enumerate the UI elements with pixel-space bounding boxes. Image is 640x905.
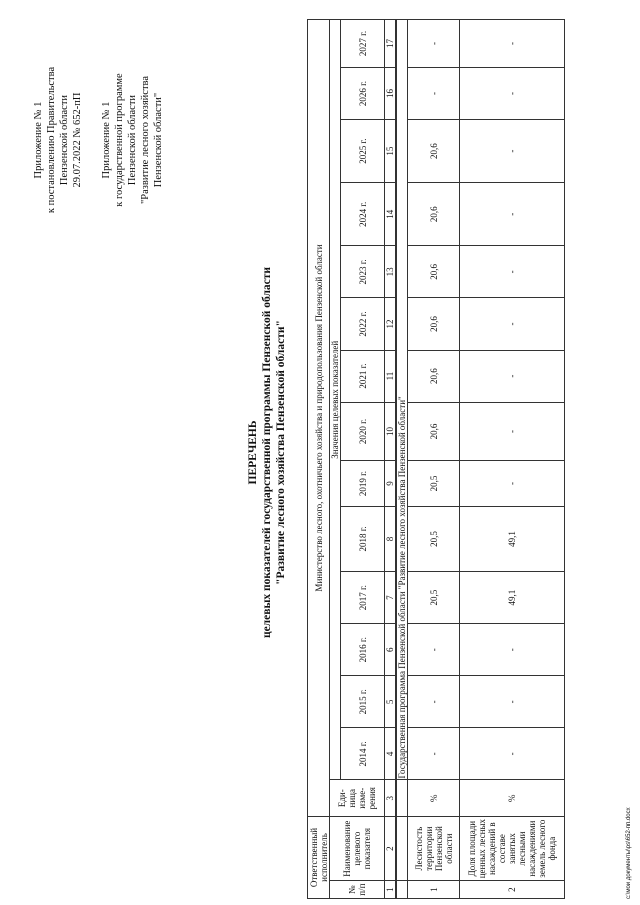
appendix-line: 29.07.2022 № 652-пП: [72, 92, 83, 188]
value-cell: 49,1: [460, 572, 565, 624]
program-title: Государственная программа Пензенской области "Развитие лесного хозяйства Пензенской области": [396, 20, 408, 780]
value-cell: -: [460, 246, 565, 298]
indicator-name: Лесистость территории Пензенской области: [408, 817, 460, 881]
column-number: 5: [385, 676, 397, 728]
year-header: 2024 г.: [341, 183, 385, 246]
column-number: 14: [385, 183, 397, 246]
year-header: 2022 г.: [341, 298, 385, 350]
appendix-line: Пензенской области: [127, 94, 138, 186]
appendix-line: Пензенской области": [153, 92, 164, 188]
value-cell: 20,6: [408, 350, 460, 402]
value-cell: -: [460, 676, 565, 728]
year-header: 2023 г.: [341, 246, 385, 298]
column-number: 17: [385, 20, 397, 68]
value-cell: -: [408, 728, 460, 780]
col-unit-header: Еди- ница изме- рения: [330, 780, 385, 817]
value-cell: -: [460, 402, 565, 461]
year-header: 2025 г.: [341, 120, 385, 183]
indicator-unit: %: [408, 780, 460, 817]
value-cell: -: [460, 20, 565, 68]
column-number: 1: [385, 881, 397, 899]
year-header: 2014 г.: [341, 728, 385, 780]
column-number: 13: [385, 246, 397, 298]
responsible-row: [308, 20, 330, 899]
values-header: Значения целевых показателей: [330, 20, 341, 780]
column-number: 4: [385, 728, 397, 780]
table-row: [408, 20, 460, 899]
value-cell: 20,6: [408, 246, 460, 298]
title-line: целевых показателей государственной программы Пензенской области: [261, 266, 273, 639]
value-cell: -: [460, 120, 565, 183]
column-number: 3: [385, 780, 397, 817]
appendix-line: Приложение № 1: [33, 101, 44, 179]
value-cell: 20,6: [408, 183, 460, 246]
value-cell: 20,6: [408, 298, 460, 350]
column-number: 7: [385, 572, 397, 624]
column-number: 8: [385, 506, 397, 571]
year-header: 2020 г.: [341, 402, 385, 461]
value-cell: -: [460, 728, 565, 780]
indicator-name: Доля площади ценных лесных насаждений в составе занятых лесными насаждениями земель лесного фонда: [460, 817, 565, 881]
column-number: 12: [385, 298, 397, 350]
value-cell: -: [460, 350, 565, 402]
value-cell: -: [460, 67, 565, 119]
program-row-blank: [396, 780, 408, 817]
column-number: 6: [385, 624, 397, 676]
value-cell: 20,6: [408, 120, 460, 183]
value-cell: 20,5: [408, 461, 460, 506]
column-number: 9: [385, 461, 397, 506]
responsible-label: Ответственный исполнитель: [308, 817, 330, 899]
file-path-footer: c:\мои документы\ps\652-пп.docx: [626, 807, 632, 899]
row-number: 2: [460, 881, 565, 899]
year-header: 2016 г.: [341, 624, 385, 676]
value-cell: -: [460, 624, 565, 676]
appendix-line: к государственной программе: [114, 73, 125, 207]
value-cell: 20,5: [408, 506, 460, 571]
value-cell: -: [460, 298, 565, 350]
column-numbers-row: [385, 20, 397, 899]
appendix-header-decree: [32, 15, 84, 265]
col-name-header: Наименование целевого показателя: [330, 817, 385, 881]
header-row: [330, 20, 341, 899]
years-row: [341, 20, 385, 899]
column-number: 11: [385, 350, 397, 402]
indicator-unit: %: [460, 780, 565, 817]
title-line: "Развитие лесного хозяйства Пензенской области": [275, 320, 287, 585]
appendix-line: "Развитие лесного хозяйства: [140, 75, 151, 205]
appendix-line: Приложение № 1: [101, 101, 112, 179]
year-header: 2027 г.: [341, 20, 385, 68]
appendix-line: к постановлению Правительства: [46, 66, 57, 214]
program-row: [396, 20, 408, 899]
row-number: 1: [408, 881, 460, 899]
year-header: 2015 г.: [341, 676, 385, 728]
responsible-value: Министерство лесного, охотничьего хозяйства и природопользования Пензенской области: [308, 20, 330, 817]
value-cell: 49,1: [460, 506, 565, 571]
value-cell: 20,6: [408, 402, 460, 461]
column-number: 16: [385, 67, 397, 119]
value-cell: -: [408, 624, 460, 676]
value-cell: -: [460, 461, 565, 506]
value-cell: -: [408, 20, 460, 68]
year-header: 2018 г.: [341, 506, 385, 571]
value-cell: -: [408, 67, 460, 119]
value-cell: -: [408, 676, 460, 728]
year-header: 2017 г.: [341, 572, 385, 624]
table-row: [460, 20, 565, 899]
appendix-header-program: [100, 15, 165, 265]
program-row-blank: [396, 881, 408, 899]
program-row-blank: [396, 817, 408, 881]
title-line: ПЕРЕЧЕНЬ: [247, 420, 259, 485]
year-header: 2021 г.: [341, 350, 385, 402]
col-num-header: № п/п: [330, 881, 385, 899]
value-cell: -: [460, 183, 565, 246]
indicators-table: [307, 19, 565, 899]
column-number: 15: [385, 120, 397, 183]
appendix-line: Пензенской области: [59, 94, 70, 186]
year-header: 2026 г.: [341, 67, 385, 119]
year-header: 2019 г.: [341, 461, 385, 506]
column-number: 2: [385, 817, 397, 881]
value-cell: 20,5: [408, 572, 460, 624]
document-title: [246, 0, 288, 905]
column-number: 10: [385, 402, 397, 461]
